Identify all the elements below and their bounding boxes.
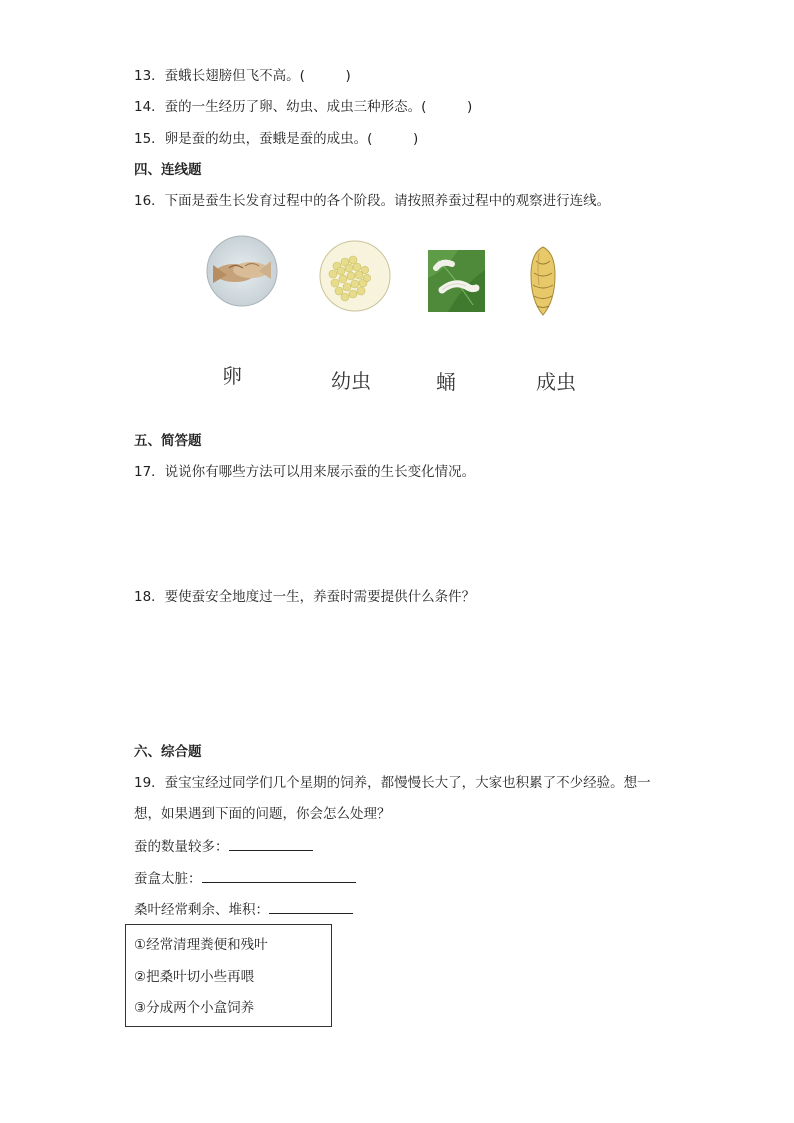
silkworm-larvae-on-leaf-image <box>428 250 485 312</box>
answer-blank[interactable] <box>229 836 313 851</box>
problem-label: 蚕盒太脏： <box>134 871 202 887</box>
problem-row <box>134 836 313 857</box>
question-16: 16．下面是蚕生长发育过程中的各个阶段。请按照养蚕过程中的观察进行连线。 <box>134 193 611 209</box>
question-17: 17．说说你有哪些方法可以用来展示蚕的生长变化情况。 <box>134 464 476 480</box>
problem-row <box>134 868 356 889</box>
answer-blank[interactable] <box>202 868 356 883</box>
question-14: 14．蚕的一生经历了卵、幼虫、成虫三种形态。( ) <box>134 99 473 115</box>
stage-label-egg: 卵 <box>222 364 242 388</box>
question-13: 13．蚕蛾长翅膀但飞不高。( ) <box>134 68 351 84</box>
section-heading-matching: 四、连线题 <box>134 162 202 178</box>
options-box <box>125 924 332 1027</box>
problem-row <box>134 899 353 920</box>
problem-label: 桑叶经常剩余、堆积： <box>134 902 269 918</box>
question-18: 18．要使蚕安全地度过一生，养蚕时需要提供什么条件？ <box>134 589 476 605</box>
problem-label: 蚕的数量较多： <box>134 839 229 855</box>
option-item: ③分成两个小盒饲养 <box>134 1000 255 1016</box>
stage-label-adult: 成虫 <box>536 370 576 394</box>
option-item: ①经常清理粪便和残叶 <box>134 937 268 953</box>
stage-label-pupa: 蛹 <box>436 370 456 394</box>
stage-label-larva: 幼虫 <box>331 369 371 393</box>
answer-blank[interactable] <box>269 899 353 914</box>
option-item: ②把桑叶切小些再喂 <box>134 969 255 985</box>
silkworm-pupa-image <box>527 245 559 317</box>
section-heading-short-answer: 五、简答题 <box>134 433 202 449</box>
section-heading-comprehensive: 六、综合题 <box>134 744 202 760</box>
question-19-line1: 19．蚕宝宝经过同学们几个星期的饲养，都慢慢长大了，大家也积累了不少经验。想一 <box>134 775 651 791</box>
silkworm-eggs-image <box>319 240 391 312</box>
question-19-line2: 想，如果遇到下面的问题，你会怎么处理？ <box>134 806 391 822</box>
question-15: 15．卵是蚕的幼虫，蚕蛾是蚕的成虫。( ) <box>134 131 419 147</box>
silkworm-moth-image <box>205 235 279 307</box>
